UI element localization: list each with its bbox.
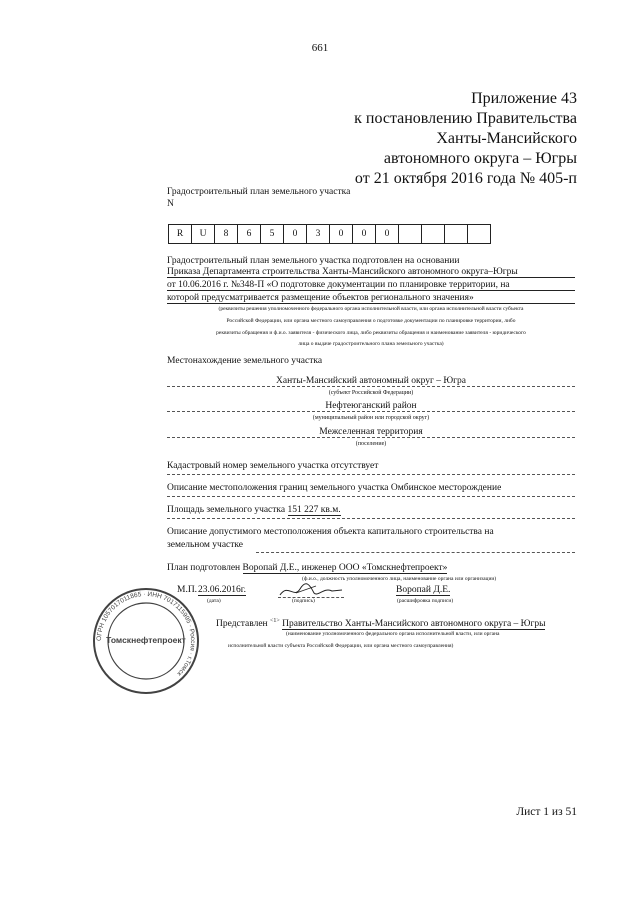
presented-row xyxy=(216,618,545,629)
area-label: Площадь земельного участка xyxy=(167,505,286,515)
sheet-counter: Лист 1 из 51 xyxy=(516,806,577,818)
area-row xyxy=(167,505,341,515)
code-cell: 0 xyxy=(353,225,376,244)
code-cell: 0 xyxy=(376,225,399,244)
subject-value: Ханты-Мансийский автономный округ – Югра xyxy=(167,376,575,387)
basis-line: Градостроительный план земельного участка подготовлен на основании xyxy=(167,256,460,266)
appendix-line: к постановлению Правительства xyxy=(354,110,577,127)
appendix-line: Приложение 43 xyxy=(471,90,577,107)
cadastral-number: Кадастровый номер земельного участка отсутствует xyxy=(167,461,379,471)
basis-hint: (реквизиты решения уполномоченного федерального органа исполнительной власти, или органа исполнительной власти субъекта xyxy=(218,306,524,312)
footnote-marker: <1> xyxy=(270,618,280,624)
date-value: 23.06.2016г. xyxy=(198,585,246,595)
code-cell: 0 xyxy=(330,225,353,244)
allowed-location-line: земельном участке xyxy=(167,540,244,550)
presented-label: Представлен xyxy=(216,619,268,630)
allowed-underline xyxy=(256,552,575,553)
gpzu-code-table xyxy=(168,224,491,244)
location-label: Местонахождение земельного участка xyxy=(167,356,323,366)
appendix-line: от 21 октября 2016 года № 405-п xyxy=(354,170,577,187)
form-title: Градостроительный план земельного участка xyxy=(167,187,351,197)
stamp-icon xyxy=(90,585,202,697)
district-value: Нефтеюганский район xyxy=(167,401,575,412)
appendix-header xyxy=(354,89,577,189)
basis-text-line: Приказа Департамента строительства Ханты-Мансийского автономного округа–Югры xyxy=(167,267,575,278)
n-label: N xyxy=(167,199,174,209)
allowed-location-line: Описание допустимого местоположения объекта капитального строительства на xyxy=(167,527,494,537)
code-cell xyxy=(399,225,422,244)
cadastral-underline xyxy=(167,474,575,475)
appendix-line: автономного округа – Югры xyxy=(383,150,577,167)
code-cell: U xyxy=(192,225,215,244)
stamp-center-text: Томскнефтепроект xyxy=(106,635,186,645)
date-hint: (дата) xyxy=(207,598,221,604)
basis-text-line: которой предусматривается размещение объектов регионального значения» xyxy=(167,293,575,304)
page-number: 661 xyxy=(311,42,329,54)
appendix-line: Ханты-Мансийского xyxy=(436,130,577,147)
code-cell: 6 xyxy=(238,225,261,244)
organization-stamp xyxy=(90,585,202,697)
signature-hint: (подпись) xyxy=(292,598,315,604)
prepared-hint: (ф.и.о., должность уполномоченного лица, наименование органа или организации) xyxy=(302,576,497,582)
presented-hint: (наименование уполномоченного федерального органа исполнительной власти, или органа xyxy=(286,631,500,637)
district-hint: (муниципальный район или городской округ) xyxy=(312,415,430,421)
presented-value: Правительство Ханты-Мансийского автономного округа – Югры xyxy=(282,619,546,630)
mp-label: М.П. xyxy=(177,585,198,595)
code-cell xyxy=(422,225,445,244)
code-cell xyxy=(468,225,491,244)
prepared-row xyxy=(167,563,447,573)
basis-hint: реквизиты обращения и ф.и.о. заявителя - физического лица, либо реквизиты обращения и наименование заявителя - юридического xyxy=(216,330,526,336)
code-cell: R xyxy=(169,225,192,244)
boundaries-description: Описание местоположения границ земельного участка Омбинское месторождение xyxy=(167,483,502,493)
code-cell: 8 xyxy=(215,225,238,244)
boundaries-underline xyxy=(167,496,575,497)
code-cell: 0 xyxy=(284,225,307,244)
subject-hint: (субъект Российской Федерации) xyxy=(328,390,414,396)
presented-hint: исполнительной власти субъекта Российской Федерации, или органа местного самоуправления) xyxy=(228,643,454,649)
area-underline xyxy=(167,518,575,519)
signer-name: Воропай Д.Е. xyxy=(396,585,451,595)
basis-text-line: от 10.06.2016 г. №348-П «О подготовке документации по планировке территории, на xyxy=(167,280,575,291)
basis-hint: лица о выдаче градостроительного плана земельного участка) xyxy=(298,341,444,347)
signer-hint: (расшифровка подписи) xyxy=(397,598,454,604)
prepared-value: Воропай Д.Е., инженер ООО «Томскнефтепроект» xyxy=(242,563,448,573)
settlement-value: Межселенная территория xyxy=(167,427,575,438)
basis-hint: Российской Федерации, или органа местного самоуправления о подготовке документации по планировке территории, либо xyxy=(226,318,516,324)
code-cell: 5 xyxy=(261,225,284,244)
area-value: 151 227 кв.м. xyxy=(287,505,341,515)
code-cell xyxy=(445,225,468,244)
stamp-ring-text: ОГРН 1057017011865 · ИНН 7017115995 · Россия · г.Томск xyxy=(95,590,197,678)
prepared-label: План подготовлен xyxy=(167,563,241,573)
settlement-hint: (поселение) xyxy=(355,441,387,447)
code-cell: 3 xyxy=(307,225,330,244)
